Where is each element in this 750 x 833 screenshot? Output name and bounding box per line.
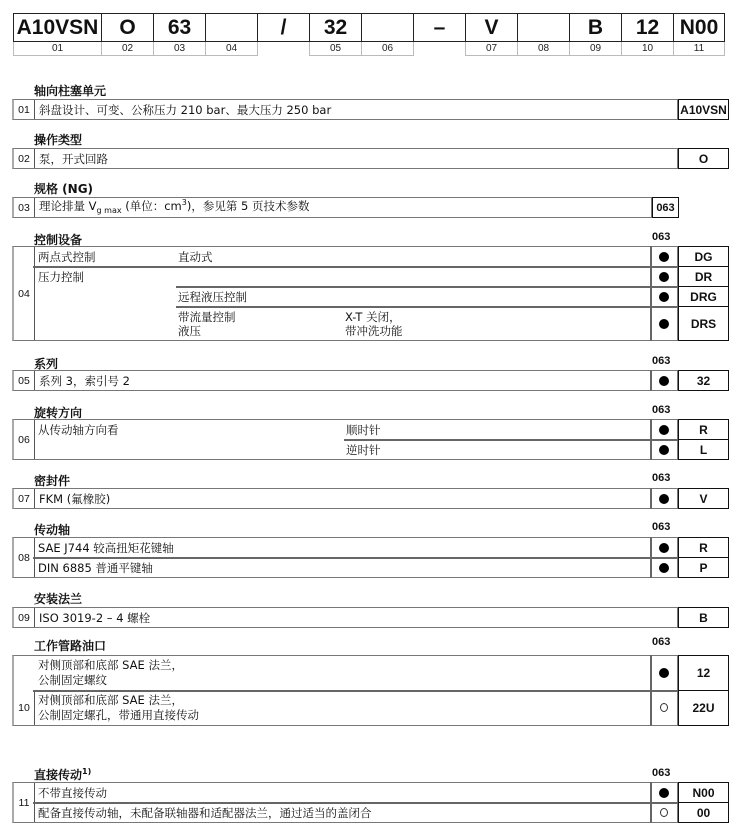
column-divider	[650, 488, 652, 509]
option-text: DIN 6885 普通平键轴	[38, 561, 153, 575]
column-divider	[650, 419, 652, 460]
column-divider	[650, 537, 652, 578]
section-number: 11	[14, 783, 35, 822]
standard-availability-icon	[659, 445, 669, 455]
option-text: 不带直接传动	[38, 786, 107, 800]
option-text: 理论排量 $V_{g max}$ (单位：$cm^3$)，参见第 5 页技术参数	[39, 198, 310, 216]
column-divider	[650, 246, 652, 341]
code-cell-08	[517, 13, 569, 42]
size-column-header: 063	[652, 521, 671, 533]
standard-availability-icon	[659, 319, 669, 329]
code-cell-05: 32	[309, 13, 361, 42]
option-text: 公制固定螺孔，带通用直接传动	[38, 708, 199, 722]
option-text: 系列 3，索引号 2	[39, 373, 130, 388]
code-box: N00	[678, 782, 729, 803]
standard-availability-icon	[659, 252, 669, 262]
row-divider	[344, 439, 678, 441]
section-title-through-drive: 直接传动$^{1)}$	[34, 767, 92, 782]
on-request-availability-icon	[660, 808, 668, 817]
row-divider	[176, 306, 678, 308]
option-text: 配备直接传动轴，未配备联轴器和适配器法兰，通过适当的盖闭合	[38, 806, 372, 820]
code-cell-07: V	[465, 13, 517, 42]
control-variant: 液压	[178, 324, 201, 338]
section-title-series: 系列	[34, 357, 59, 371]
option-text: 公制固定螺纹	[38, 673, 107, 687]
option-text: 对侧顶部和底部 SAE 法兰，	[38, 658, 183, 672]
code-box: B	[678, 607, 729, 628]
standard-availability-icon	[659, 272, 669, 282]
control-note: X-T 关闭，	[345, 310, 401, 324]
code-box: 00	[678, 802, 729, 823]
standard-availability-icon	[659, 425, 669, 435]
column-divider	[650, 655, 652, 726]
code-box: A10VSN	[678, 99, 729, 120]
code-separator-dash: –	[413, 13, 465, 42]
code-cell-11: N00	[673, 13, 725, 42]
standard-availability-icon	[659, 668, 669, 678]
code-cell-09: B	[569, 13, 621, 42]
control-type: 两点式控制	[38, 250, 96, 264]
code-box: DR	[678, 266, 729, 287]
section-number: 05	[14, 371, 35, 390]
control-variant: 带流量控制	[178, 310, 236, 324]
column-divider	[650, 370, 652, 391]
size-column-header: 063	[652, 636, 671, 648]
code-box: O	[678, 148, 729, 169]
position-number: 09	[569, 42, 621, 56]
code-box: 063	[652, 197, 679, 218]
section-title-operation-mode: 操作类型	[34, 133, 83, 147]
option-text: 从传动轴方向看	[38, 423, 119, 437]
control-type: 压力控制	[38, 270, 84, 284]
code-cell-02: O	[101, 13, 153, 42]
option-text: 斜盘设计、可变、公称压力 210 bar、最大压力 250 bar	[39, 102, 332, 117]
section-number: 04	[14, 247, 35, 340]
rotation-option: 顺时针	[346, 423, 381, 437]
code-box: 22U	[678, 690, 729, 726]
position-number: 02	[101, 42, 153, 56]
section-02	[12, 148, 678, 169]
code-box: V	[678, 488, 729, 509]
ordering-code-row	[13, 13, 725, 42]
standard-availability-icon	[659, 543, 669, 553]
section-title-control-device: 控制设备	[34, 233, 83, 247]
code-box: P	[678, 557, 729, 578]
control-note: 带冲洗功能	[345, 324, 403, 338]
code-box: R	[678, 419, 729, 440]
section-07	[12, 488, 678, 509]
control-variant: 直动式	[178, 250, 213, 264]
control-variant: 远程液压控制	[178, 290, 247, 304]
standard-availability-icon	[659, 494, 669, 504]
section-number: 10	[14, 691, 35, 725]
position-number: 06	[361, 42, 413, 56]
row-divider	[176, 286, 678, 288]
option-text: 泵，开式回路	[39, 151, 108, 166]
position-number-empty	[257, 42, 309, 56]
size-column-header: 063	[652, 404, 671, 416]
standard-availability-icon	[659, 563, 669, 573]
standard-availability-icon	[659, 788, 669, 798]
section-09	[12, 607, 678, 628]
code-separator-slash: /	[257, 13, 309, 42]
section-01	[12, 99, 678, 120]
row-divider	[33, 802, 678, 804]
section-05	[12, 370, 678, 391]
code-box: DG	[678, 246, 729, 267]
section-title-drive-shaft: 传动轴	[34, 523, 71, 537]
option-text: FKM (氟橡胶)	[39, 491, 111, 506]
ordering-code-position-row	[13, 42, 725, 56]
section-title-direction-of-rotation: 旋转方向	[34, 406, 83, 420]
section-number: 08	[14, 538, 35, 577]
section-title-seals: 密封件	[34, 474, 71, 488]
section-title-size: 规格 (NG)	[34, 182, 94, 196]
code-box: DRS	[678, 306, 729, 341]
section-title-mounting-flange: 安装法兰	[34, 592, 83, 606]
position-number: 01	[13, 42, 101, 56]
code-box: 32	[678, 370, 729, 391]
position-number: 08	[517, 42, 569, 56]
row-divider	[33, 266, 678, 268]
size-column-header: 063	[652, 472, 671, 484]
position-number: 04	[205, 42, 257, 56]
position-number: 07	[465, 42, 517, 56]
section-number: 01	[14, 100, 35, 119]
section-number: 07	[14, 489, 35, 508]
column-divider	[650, 782, 652, 823]
code-box: 12	[678, 655, 729, 691]
code-cell-06	[361, 13, 413, 42]
code-cell-10: 12	[621, 13, 673, 42]
rotation-option: 逆时针	[346, 443, 381, 457]
position-number: 10	[621, 42, 673, 56]
size-column-header: 063	[652, 767, 671, 779]
section-title-axial-piston-unit: 轴向柱塞单元	[34, 84, 107, 98]
position-number: 05	[309, 42, 361, 56]
section-03	[12, 197, 652, 218]
code-cell-01: A10VSN	[13, 13, 101, 42]
row-divider	[33, 690, 678, 692]
position-number: 11	[673, 42, 725, 56]
size-column-header: 063	[652, 231, 671, 243]
section-number: 02	[14, 149, 35, 168]
code-box: DRG	[678, 286, 729, 307]
option-text: SAE J744 较高扭矩花键轴	[38, 541, 174, 555]
size-column-header: 063	[652, 355, 671, 367]
option-text: ISO 3019-2 – 4 螺栓	[39, 610, 151, 625]
section-title-working-ports: 工作管路油口	[34, 639, 107, 653]
section-number: 09	[14, 608, 35, 627]
section-number: 03	[14, 198, 35, 217]
code-box: L	[678, 439, 729, 460]
code-cell-03: 63	[153, 13, 205, 42]
on-request-availability-icon	[660, 703, 668, 712]
row-divider	[33, 557, 678, 559]
code-box: R	[678, 537, 729, 558]
section-number: 06	[14, 420, 35, 459]
position-number: 03	[153, 42, 205, 56]
standard-availability-icon	[659, 292, 669, 302]
code-cell-04	[205, 13, 257, 42]
position-number-empty	[413, 42, 465, 56]
standard-availability-icon	[659, 376, 669, 386]
option-text: 对侧顶部和底部 SAE 法兰，	[38, 693, 183, 707]
